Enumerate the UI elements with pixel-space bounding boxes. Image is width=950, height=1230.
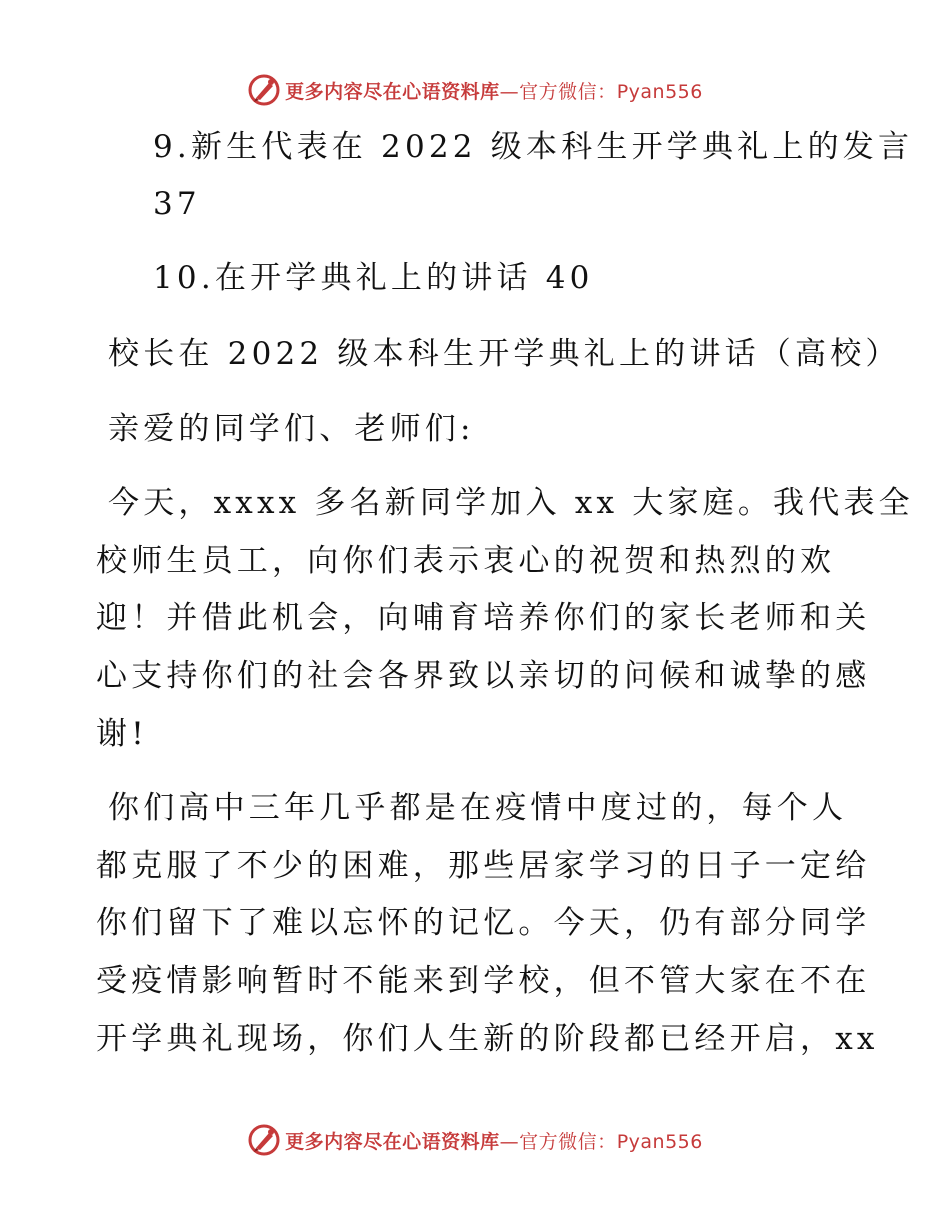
banner-wechat-label: 官方微信：	[519, 80, 617, 103]
paragraph-2-line-2: 都克服了不少的困难，那些居家学习的日子一定给	[96, 848, 871, 884]
paragraph-1-line-4: 心支持你们的社会各界致以亲切的问候和诚挚的感	[96, 658, 871, 694]
paragraph-2-line-4: 受疫情影响暂时不能来到学校，但不管大家在不在	[96, 963, 871, 999]
paragraph-2-line-5: 开学典礼现场，你们人生新的阶段都已经开启，xx	[96, 1021, 879, 1057]
banner-separator: —	[499, 1130, 520, 1153]
paragraph-2-line-3: 你们留下了难以忘怀的记忆。今天，仍有部分同学	[96, 905, 871, 941]
banner-separator: —	[499, 80, 520, 103]
footer-banner	[0, 1120, 950, 1160]
paragraph-1-line-5: 谢!	[96, 716, 148, 752]
banner-account: Pyan556	[616, 80, 703, 103]
salutation: 亲爱的同学们、老师们:	[108, 411, 475, 447]
banner-text	[285, 77, 703, 104]
paragraph-1-line-2: 校师生员工，向你们表示衷心的祝贺和热烈的欢	[96, 543, 836, 579]
banner-text	[285, 1127, 703, 1154]
banner-title: 更多内容尽在心语资料库	[285, 80, 500, 103]
toc-item-9-page: 37	[153, 186, 201, 222]
pen-circle-logo-icon	[247, 73, 281, 107]
document-title: 校长在 2022 级本科生开学典礼上的讲话（高校）	[108, 336, 901, 372]
banner-account: Pyan556	[616, 1130, 703, 1153]
paragraph-1-line-3: 迎！并借此机会，向哺育培养你们的家长老师和关	[96, 600, 871, 636]
header-banner	[0, 70, 950, 110]
paragraph-2-line-1: 你们高中三年几乎都是在疫情中度过的，每个人	[108, 790, 848, 826]
pen-circle-logo-icon	[247, 1123, 281, 1157]
banner-title: 更多内容尽在心语资料库	[285, 1130, 500, 1153]
paragraph-1-line-1: 今天，xxxx 多名新同学加入 xx 大家庭。我代表全	[108, 485, 914, 521]
toc-item-10: 10.在开学典礼上的讲话 40	[153, 260, 594, 296]
toc-item-9: 9.新生代表在 2022 级本科生开学典礼上的发言	[153, 129, 914, 165]
banner-wechat-label: 官方微信：	[519, 1130, 617, 1153]
